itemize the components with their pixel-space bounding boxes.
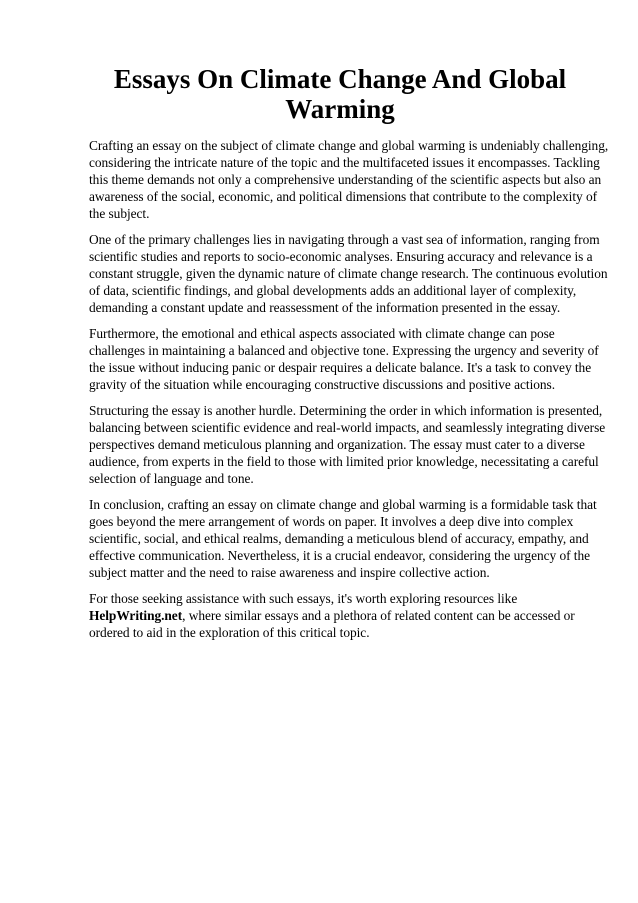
paragraph-5: In conclusion, crafting an essay on climate change and global warming is a formidable task that goes beyond the mere arrangement of words on paper. It involves a deep dive into complex scientific, social, and ethical realms, demanding a meticulous blend of accuracy, empathy, and effective communication. Nevertheless, it is a crucial endeavor, considering the urgency of the subject matter and the need to raise awareness and inspire collective action. (89, 497, 597, 580)
paragraph-2: One of the primary challenges lies in navigating through a vast sea of information, ranging from scientific studies and reports to socio-economic analyses. Ensuring accuracy and relevance is a constant struggle, given the dynamic nature of climate change research. The continuous evolution of data, scientific findings, and global developments adds an additional layer of complexity, demanding a constant update and reassessment of the information presented in the essay. (89, 232, 608, 315)
paragraph-1: Crafting an essay on the subject of climate change and global warming is undeniably challenging, considering the intricate nature of the topic and the multifaceted issues it encompasses. Tackling this theme demands not only a comprehensive understanding of the scientific aspects but also an awareness of the social, economic, and political dimensions that contribute to the complexity of the subject. (89, 138, 609, 221)
closing-text-after: , where similar essays and a plethora of related content can be accessed or ordered to aid in the exploration of this critical topic. (89, 608, 575, 640)
closing-paragraph (89, 590, 609, 641)
essay-body (89, 137, 609, 650)
paragraph-3: Furthermore, the emotional and ethical aspects associated with climate change can pose challenges in maintaining a balanced and objective tone. Expressing the urgency and severity of the issue without inducing panic or despair requires a delicate balance. It's a task to convey the gravity of the situation while encouraging constructive discussions and positive actions. (89, 326, 599, 392)
paragraph-4: Structuring the essay is another hurdle. Determining the order in which information is presented, balancing between scientific evidence and real-world impacts, and seamlessly integrating diverse perspectives demand meticulous planning and organization. The essay must cater to a diverse audience, from experts in the field to those with limited prior knowledge, necessitating a careful selection of language and tone. (89, 403, 606, 486)
closing-text-before: For those seeking assistance with such essays, it's worth exploring resources like (89, 591, 518, 606)
page-title: Essays On Climate Change And Global Warming (113, 64, 567, 124)
helpwriting-link[interactable]: HelpWriting.net (89, 608, 183, 623)
